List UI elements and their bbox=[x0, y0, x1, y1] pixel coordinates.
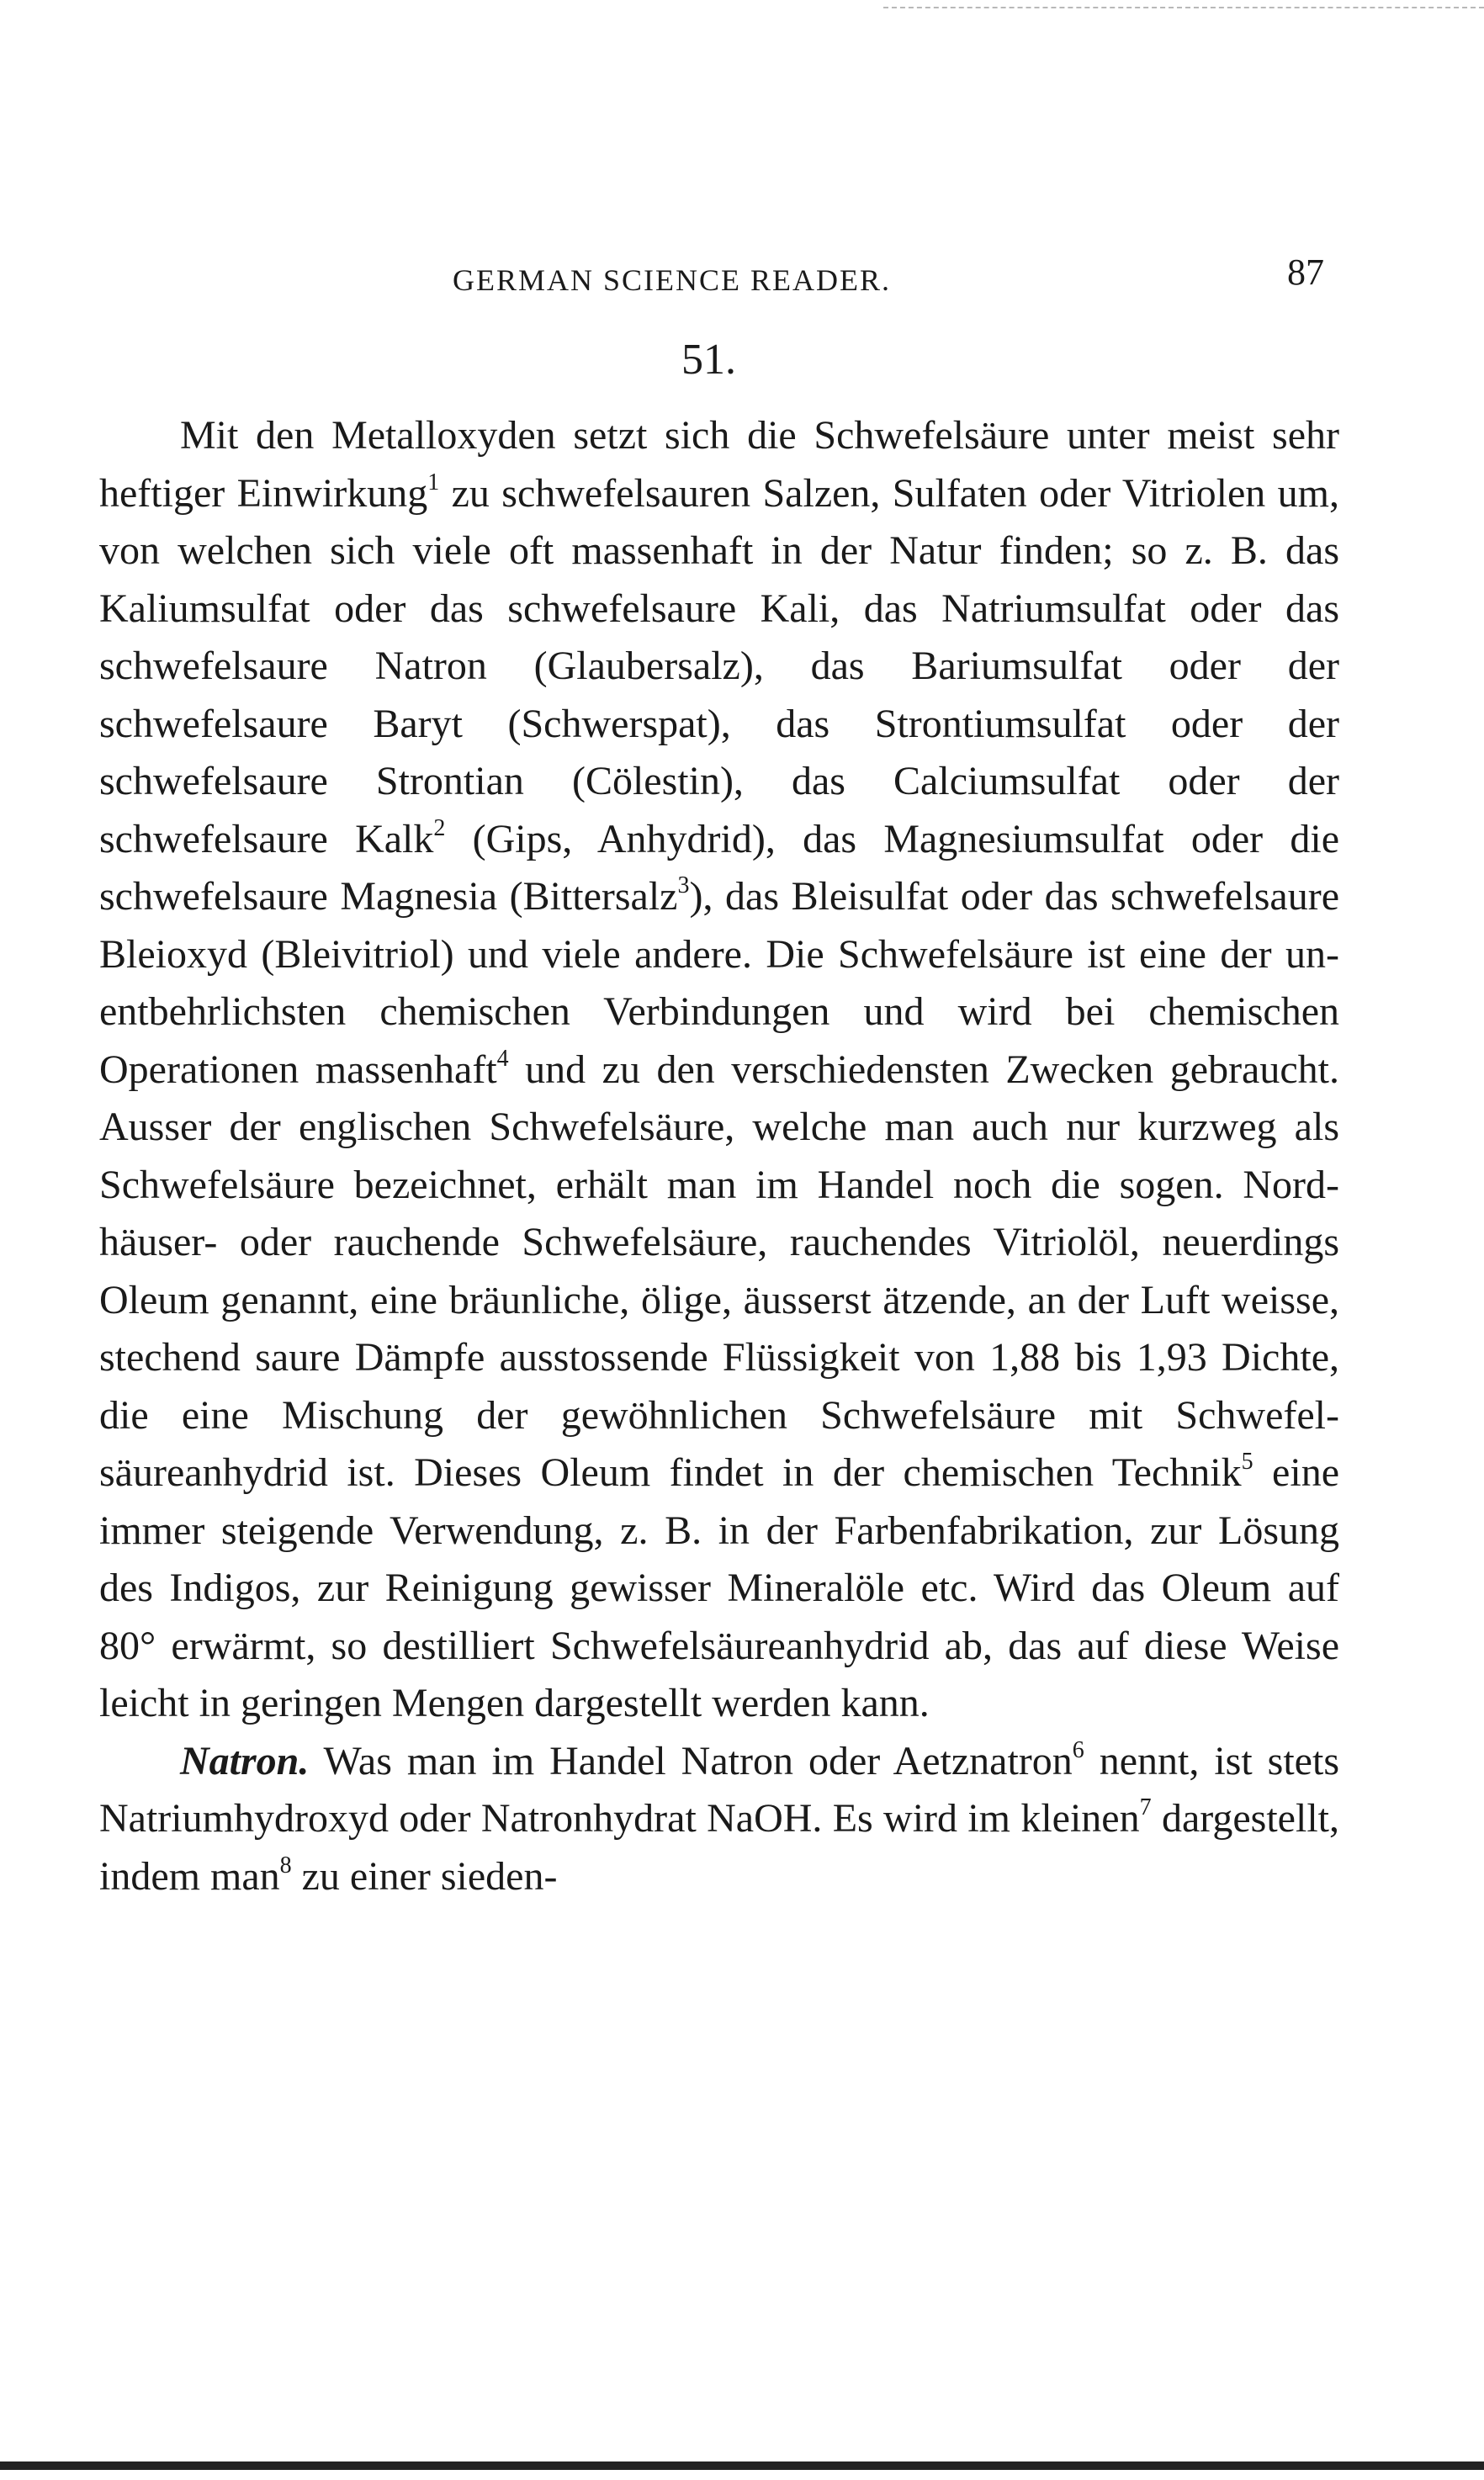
footnote-marker: 5 bbox=[1241, 1449, 1253, 1475]
paragraph-natron bbox=[99, 1733, 1339, 1906]
top-rule bbox=[883, 7, 1484, 8]
paragraph-sulfates bbox=[99, 407, 1339, 1733]
running-head: GERMAN SCIENCE READER. bbox=[453, 263, 892, 297]
footnote-marker: 8 bbox=[279, 1852, 292, 1879]
text-segment: zu einer sieden- bbox=[291, 1853, 558, 1899]
text-segment: nennt, ist stets Natriumhydroxyd oder Natronhydrat NaOH. Es wird im kleinen bbox=[99, 1738, 1339, 1841]
text-segment: (Gips, Anhydrid), das Magnesiumsulfat oder die schwefelsaure Magnesia (Bittersalz bbox=[99, 816, 1340, 919]
page-number: 87 bbox=[1287, 252, 1324, 293]
text-segment: zu schwefelsauren Salzen, Sulfaten oder Vitriolen um, von welchen sich viele oft massenhaft in der Natur finden; so z. B. das Kaliumsulfat oder das schwefelsaure Kali, das Natriumsulfat oder das schwefelsaure Natron (Glaubersalz), das Bariumsulfat oder der schwefelsaure Baryt (Schwerspat), das Strontiumsulfat oder der schwefelsaure Strontian (Cölestin), das Calciumsulfat oder der schwefelsaure Kalk bbox=[99, 470, 1339, 861]
text-segment: eine immer steigende Verwendung, z. B. in der Farbenfabrikation, zur Lösung des Indigos, zur Reinigung gewisser Mineralöle etc. Wird das Oleum auf 80° erwärmt, so destilliert Schwefelsäureanhydrid ab, das auf diese Weise leicht in geringen Mengen dargestellt werden kann. bbox=[99, 1450, 1339, 1725]
lead-term: Natron. bbox=[180, 1738, 310, 1783]
footnote-marker: 6 bbox=[1072, 1736, 1084, 1763]
footnote-marker: 3 bbox=[677, 872, 690, 898]
text-segment: ), das Bleisulfat oder das schwefelsaure Bleioxyd (Bleivitriol) und viele andere. Die Schwefelsäure ist eine der unentbehrlichsten chemischen Verbindungen und wird bei chemischen Operationen massenhaft bbox=[99, 874, 1339, 1092]
section-number: 51. bbox=[681, 336, 736, 384]
text-segment: Was man im Handel Natron oder Aetznatron bbox=[309, 1738, 1073, 1783]
footnote-marker: 1 bbox=[427, 469, 440, 495]
body-text bbox=[99, 407, 1339, 1905]
text-segment: dargestellt, indem man bbox=[99, 1796, 1339, 1899]
bottom-rule bbox=[0, 2461, 1484, 2470]
footnote-marker: 7 bbox=[1139, 1794, 1152, 1820]
footnote-marker: 2 bbox=[433, 814, 446, 841]
footnote-marker: 4 bbox=[496, 1045, 509, 1072]
text-segment: Mit den Metalloxyden setzt sich die Schwefelsäure unter meist sehr heftiger Einwirkung bbox=[99, 413, 1339, 516]
text-segment: und zu den verschiedensten Zwecken gebraucht. Ausser der englischen Schwefelsäure, welche man auch nur kurzweg als Schwefelsäure bezeichnet, erhält man im Handel noch die sogen. Nordhäuser- oder rauchende Schwefelsäure, rauchendes Vitriolöl, neuerdings Oleum genannt, eine bräunliche, ölige, äusserst ätzende, an der Luft weisse, stechend saure Dämpfe ausstossende Flüssigkeit von 1,88 bis 1,93 Dichte, die eine Mischung der gewöhnlichen Schwefelsäure mit Schwefelsäureanhydrid ist. Dieses Oleum findet in der chemischen Technik bbox=[99, 1047, 1339, 1495]
